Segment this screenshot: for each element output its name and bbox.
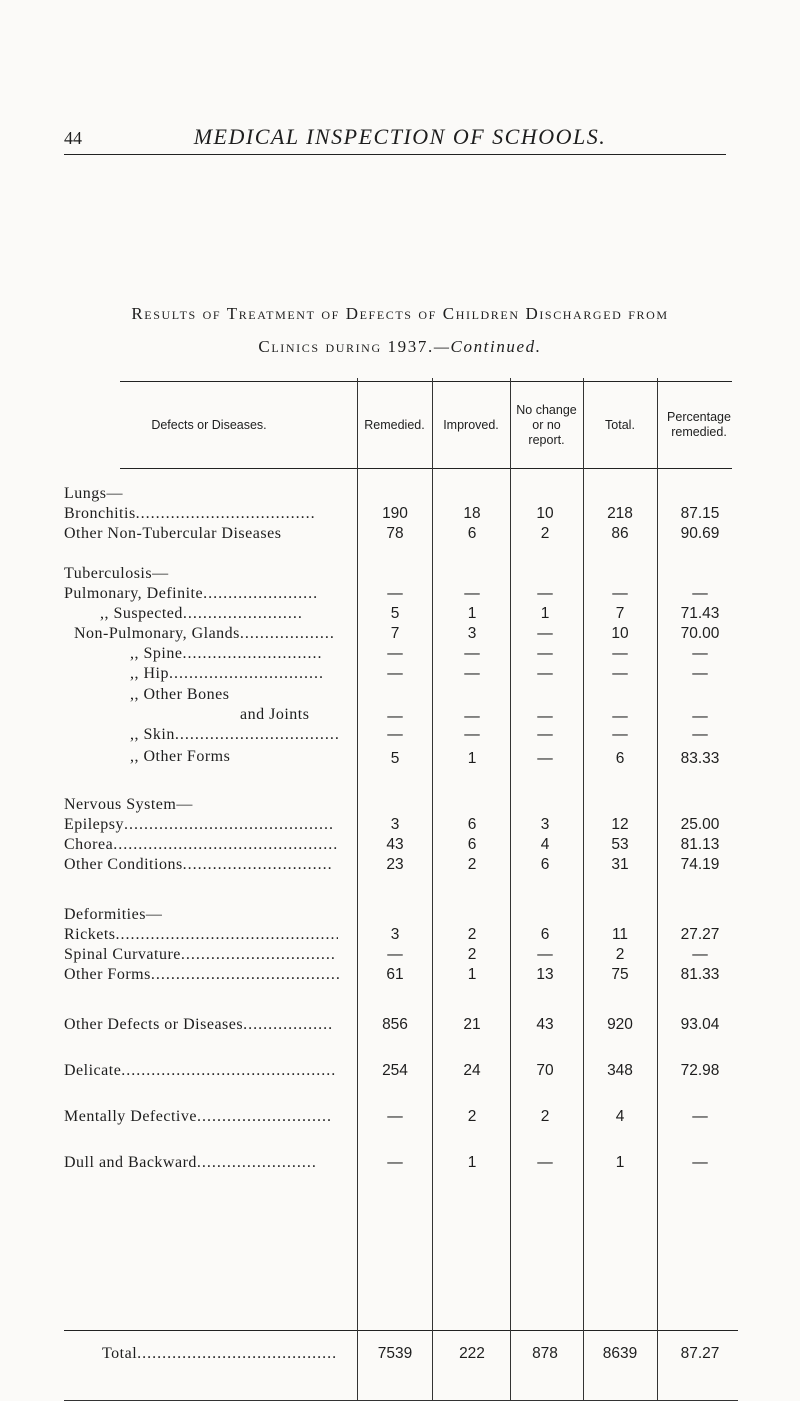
remedied-cell: 78 xyxy=(386,525,404,542)
remedied-cell: 23 xyxy=(386,856,404,873)
row-label: Delicate..... xyxy=(64,1062,336,1080)
improved-cell: — xyxy=(464,645,480,662)
remedied-cell: 5 xyxy=(390,605,400,622)
remedied-cell: 254 xyxy=(382,1062,408,1079)
row-label: Bronchitis..... xyxy=(64,505,352,523)
col-head-improved: Improved. xyxy=(443,417,499,432)
percentage-cell: — xyxy=(692,585,708,602)
section-heading: Nervous System— xyxy=(64,796,193,813)
no-change-cell: 43 xyxy=(536,1016,554,1033)
row-label: ,, Spine..... xyxy=(130,645,322,663)
improved-cell: 2 xyxy=(467,1108,477,1125)
improved-cell: — xyxy=(464,708,480,725)
improved-cell: — xyxy=(464,726,480,743)
row-label: Mentally Defective..... xyxy=(64,1108,332,1126)
total-improved-cell: 222 xyxy=(459,1345,485,1362)
improved-cell: — xyxy=(464,585,480,602)
total-cell: 2 xyxy=(615,946,625,963)
running-head: MEDICAL INSPECTION OF SCHOOLS. xyxy=(193,124,607,149)
no-change-cell: — xyxy=(537,625,553,642)
no-change-cell: 6 xyxy=(540,926,550,943)
improved-cell: 6 xyxy=(467,525,477,542)
row-label: and Joints xyxy=(240,706,310,723)
no-change-cell: 2 xyxy=(540,1108,550,1125)
remedied-cell: 3 xyxy=(390,926,400,943)
remedied-cell: — xyxy=(387,946,403,963)
percentage-cell: — xyxy=(692,645,708,662)
row-label: Other Forms..... xyxy=(64,966,341,984)
percentage-cell: 74.19 xyxy=(680,856,720,873)
remedied-cell: — xyxy=(387,645,403,662)
total-cell: 7 xyxy=(615,605,625,622)
row-label: ,, Suspected..... xyxy=(100,605,303,623)
table-title-continued: —Continued. xyxy=(433,337,542,356)
page-number: 44 xyxy=(64,128,82,148)
percentage-cell: 90.69 xyxy=(680,525,720,542)
remedied-cell: 7 xyxy=(390,625,400,642)
remedied-cell: 5 xyxy=(390,750,400,767)
total-row-label: Total..... xyxy=(102,1345,337,1363)
col-head-percentage: Percentage remedied. xyxy=(667,410,731,439)
row-label: Other Defects or Diseases..... xyxy=(64,1016,333,1034)
remedied-cell: — xyxy=(387,708,403,725)
no-change-cell: — xyxy=(537,645,553,662)
section-heading: Lungs— xyxy=(64,485,123,502)
row-label: Epilepsy..... xyxy=(64,816,334,834)
total-total-cell: 8639 xyxy=(602,1345,638,1362)
total-cell: 11 xyxy=(611,926,629,943)
remedied-cell: — xyxy=(387,1154,403,1171)
section-heading: Deformities— xyxy=(64,906,163,923)
row-label: ,, Skin..... xyxy=(130,726,340,744)
col-head-no-change: No change or no report. xyxy=(516,402,577,447)
percentage-cell: — xyxy=(692,1108,708,1125)
row-label: Pulmonary, Definite..... xyxy=(64,585,318,603)
percentage-cell: 87.15 xyxy=(680,505,720,522)
row-label: Chorea..... xyxy=(64,836,338,854)
row-label: Other Non-Tubercular Diseases xyxy=(64,525,282,542)
remedied-cell: — xyxy=(387,665,403,682)
total-cell: 86 xyxy=(611,525,629,542)
no-change-cell: — xyxy=(537,665,553,682)
no-change-cell: 4 xyxy=(540,836,550,853)
percentage-cell: 81.13 xyxy=(680,836,720,853)
improved-cell: 2 xyxy=(467,856,477,873)
remedied-cell: — xyxy=(387,1108,403,1125)
percentage-cell: 81.33 xyxy=(680,966,720,983)
total-remedied-cell: 7539 xyxy=(377,1345,413,1362)
total-cell: 4 xyxy=(615,1108,625,1125)
improved-cell: — xyxy=(464,665,480,682)
improved-cell: 2 xyxy=(467,926,477,943)
no-change-cell: 10 xyxy=(536,505,554,522)
row-label: Other Conditions..... xyxy=(64,856,333,874)
percentage-cell: — xyxy=(692,946,708,963)
no-change-cell: 13 xyxy=(536,966,554,983)
remedied-cell: 3 xyxy=(390,816,400,833)
improved-cell: 1 xyxy=(467,750,477,767)
improved-cell: 1 xyxy=(467,966,477,983)
total-cell: 348 xyxy=(607,1062,633,1079)
total-cell: 218 xyxy=(607,505,633,522)
improved-cell: 24 xyxy=(463,1062,481,1079)
total-cell: 12 xyxy=(611,816,629,833)
percentage-cell: 93.04 xyxy=(680,1016,720,1033)
percentage-cell: — xyxy=(692,665,708,682)
percentage-cell: 70.00 xyxy=(680,625,720,642)
col-head-remedied: Remedied. xyxy=(364,417,425,432)
no-change-cell: 6 xyxy=(540,856,550,873)
improved-cell: 1 xyxy=(467,1154,477,1171)
col-head-defects: Defects or Diseases. xyxy=(151,417,267,432)
remedied-cell: 43 xyxy=(386,836,404,853)
table-title-prefix: Clinics during 1937. xyxy=(258,337,434,356)
row-label: Dull and Backward..... xyxy=(64,1154,317,1172)
col-head-total: Total. xyxy=(605,417,635,432)
percentage-cell: 27.27 xyxy=(680,926,720,943)
percentage-cell: — xyxy=(692,708,708,725)
row-label: Rickets..... xyxy=(64,926,338,944)
row-label: ,, Other Bones xyxy=(130,686,230,703)
percentage-cell: 71.43 xyxy=(680,605,720,622)
row-label: Non-Pulmonary, Glands..... xyxy=(74,625,335,643)
total-percentage-cell: 87.27 xyxy=(680,1345,720,1362)
total-cell: 920 xyxy=(607,1016,633,1033)
no-change-cell: — xyxy=(537,585,553,602)
section-heading: Tuberculosis— xyxy=(64,565,169,582)
no-change-cell: — xyxy=(537,708,553,725)
total-cell: — xyxy=(612,708,628,725)
total-no-change-cell: 878 xyxy=(532,1345,558,1362)
total-cell: 10 xyxy=(611,625,629,642)
no-change-cell: 2 xyxy=(540,525,550,542)
remedied-cell: — xyxy=(387,585,403,602)
no-change-cell: — xyxy=(537,1154,553,1171)
improved-cell: 18 xyxy=(463,505,481,522)
no-change-cell: 3 xyxy=(540,816,550,833)
row-label: ,, Hip..... xyxy=(130,665,324,683)
total-cell: — xyxy=(612,645,628,662)
percentage-cell: 83.33 xyxy=(680,750,720,767)
total-cell: — xyxy=(612,585,628,602)
improved-cell: 6 xyxy=(467,836,477,853)
table-title-line-1: Results of Treatment of Defects of Children Discharged from xyxy=(131,304,669,323)
row-label: Spinal Curvature..... xyxy=(64,946,336,964)
no-change-cell: 70 xyxy=(536,1062,554,1079)
percentage-cell: — xyxy=(692,1154,708,1171)
percentage-cell: 72.98 xyxy=(680,1062,720,1079)
total-cell: 75 xyxy=(611,966,629,983)
improved-cell: 6 xyxy=(467,816,477,833)
no-change-cell: 1 xyxy=(540,605,550,622)
total-cell: 31 xyxy=(611,856,629,873)
remedied-cell: — xyxy=(387,726,403,743)
remedied-cell: 190 xyxy=(382,505,408,522)
total-cell: — xyxy=(612,726,628,743)
improved-cell: 1 xyxy=(467,605,477,622)
no-change-cell: — xyxy=(537,750,553,767)
total-cell: 1 xyxy=(615,1154,625,1171)
percentage-cell: — xyxy=(692,726,708,743)
no-change-cell: — xyxy=(537,726,553,743)
remedied-cell: 61 xyxy=(386,966,404,983)
no-change-cell: — xyxy=(537,946,553,963)
total-cell: 6 xyxy=(615,750,625,767)
remedied-cell: 856 xyxy=(382,1016,408,1033)
total-cell: — xyxy=(612,665,628,682)
row-label: ,, Other Forms xyxy=(130,748,231,765)
improved-cell: 2 xyxy=(467,946,477,963)
improved-cell: 21 xyxy=(463,1016,481,1033)
percentage-cell: 25.00 xyxy=(680,816,720,833)
total-cell: 53 xyxy=(611,836,629,853)
improved-cell: 3 xyxy=(467,625,477,642)
